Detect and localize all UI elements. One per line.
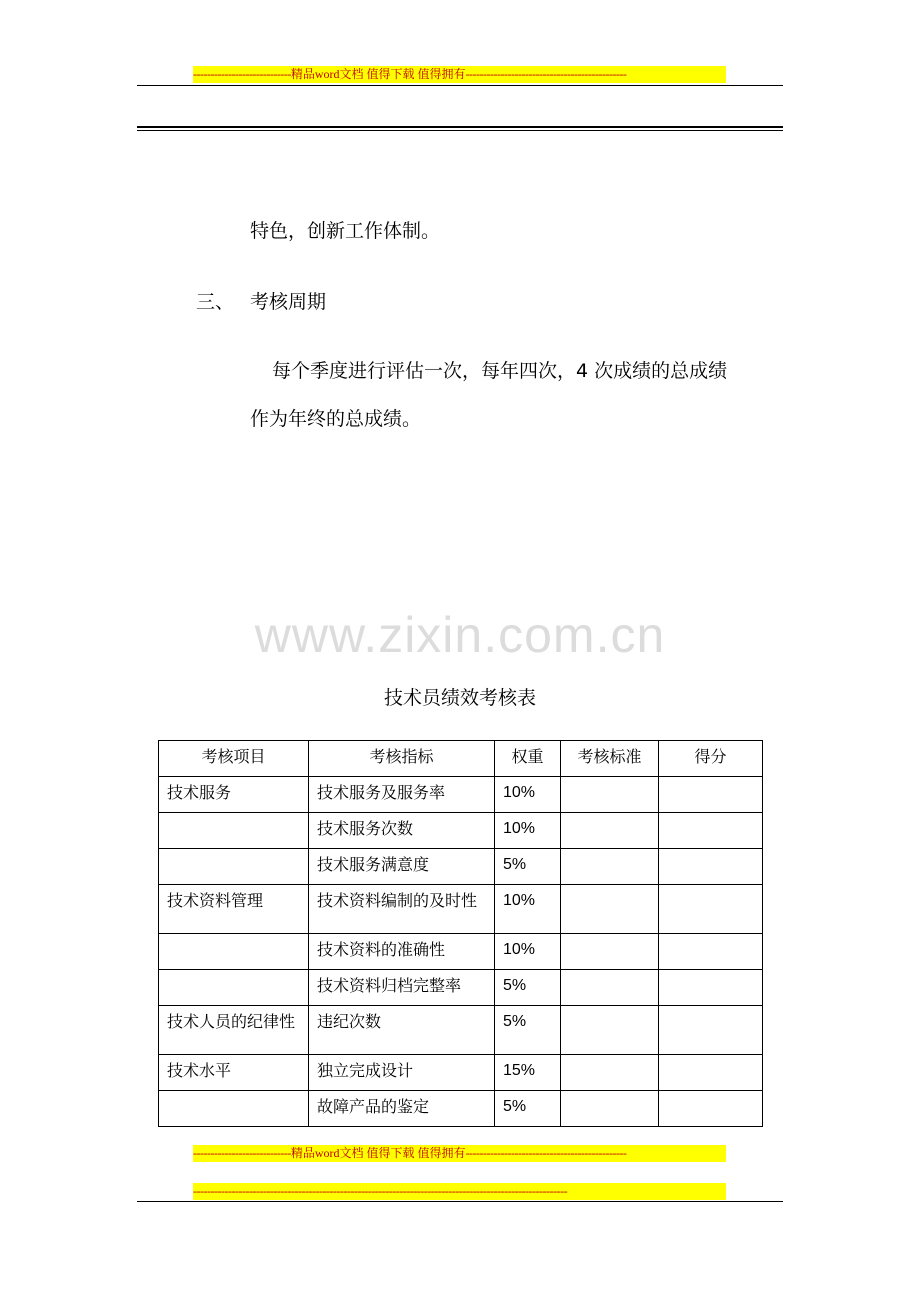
header-banner [193, 66, 726, 83]
cell-weight: 15% [495, 1055, 561, 1091]
cell-indicator: 技术服务次数 [309, 813, 495, 849]
header-double-rule-bottom [137, 130, 783, 131]
cell-indicator: 违纪次数 [309, 1006, 495, 1055]
cell-score [659, 849, 763, 885]
cell-item: 技术水平 [159, 1055, 309, 1091]
cell-score [659, 1006, 763, 1055]
footer-dashes-left: ---------------------------- [193, 1146, 291, 1160]
cell-standard [561, 1055, 659, 1091]
table-row [159, 1055, 763, 1091]
cell-indicator: 技术资料归档完整率 [309, 970, 495, 1006]
table-row [159, 1091, 763, 1127]
table-row [159, 885, 763, 934]
cell-indicator: 技术资料编制的及时性 [309, 885, 495, 934]
cell-weight: 10% [495, 934, 561, 970]
header-rule [137, 85, 783, 86]
footer-dash-banner [193, 1183, 726, 1200]
cell-indicator: 技术资料的准确性 [309, 934, 495, 970]
cell-item [159, 813, 309, 849]
cell-item [159, 934, 309, 970]
cell-indicator: 故障产品的鉴定 [309, 1091, 495, 1127]
cell-standard [561, 970, 659, 1006]
cell-item: 技术服务 [159, 777, 309, 813]
footer-banner [193, 1145, 726, 1162]
cell-standard [561, 849, 659, 885]
header-weight: 权重 [495, 741, 561, 777]
paragraph-line-1: 每个季度进行评估一次，每年四次，4 次成绩的总成绩 [272, 360, 728, 382]
table-row [159, 970, 763, 1006]
header-standard: 考核标准 [561, 741, 659, 777]
footer-rule [137, 1201, 783, 1202]
cell-score [659, 934, 763, 970]
cell-item [159, 849, 309, 885]
paragraph-line-2: 作为年终的总成绩。 [250, 408, 422, 430]
cell-weight: 10% [495, 813, 561, 849]
cell-indicator: 技术服务及服务率 [309, 777, 495, 813]
table-title: 技术员绩效考核表 [383, 687, 536, 709]
cell-score [659, 1055, 763, 1091]
banner-dashes-left: ---------------------------- [193, 67, 291, 81]
cell-item [159, 1091, 309, 1127]
cell-standard [561, 1006, 659, 1055]
table-header-row [159, 741, 763, 777]
section-title: 考核周期 [250, 291, 327, 313]
watermark: www.zixin.com.cn [254, 607, 666, 663]
cell-weight: 5% [495, 1091, 561, 1127]
section-number: 三、 [196, 291, 235, 313]
cell-standard [561, 777, 659, 813]
cell-indicator: 技术服务满意度 [309, 849, 495, 885]
table-row [159, 1006, 763, 1055]
cell-weight: 10% [495, 885, 561, 934]
banner-text: 精品word文档 值得下载 值得拥有 [290, 67, 466, 81]
header-item: 考核项目 [159, 741, 309, 777]
cell-score [659, 885, 763, 934]
cell-weight: 10% [495, 777, 561, 813]
header-indicator: 考核指标 [309, 741, 495, 777]
cell-score [659, 970, 763, 1006]
table-row [159, 813, 763, 849]
header-score: 得分 [659, 741, 763, 777]
cell-standard [561, 934, 659, 970]
cell-standard [561, 1091, 659, 1127]
footer-dashes-right: ---------------------------------------------- [465, 1146, 627, 1160]
cell-item: 技术人员的纪律性 [159, 1006, 309, 1055]
cell-standard [561, 813, 659, 849]
table-row [159, 934, 763, 970]
cell-indicator: 独立完成设计 [309, 1055, 495, 1091]
banner-dashes-right: ---------------------------------------------- [465, 67, 627, 81]
text-line-1: 特色，创新工作体制。 [250, 220, 441, 242]
table-row [159, 849, 763, 885]
cell-score [659, 813, 763, 849]
cell-score [659, 1091, 763, 1127]
table-row [159, 777, 763, 813]
assessment-table [158, 740, 763, 1127]
cell-score [659, 777, 763, 813]
footer-banner-text: 精品word文档 值得下载 值得拥有 [290, 1146, 466, 1160]
cell-weight: 5% [495, 849, 561, 885]
cell-weight: 5% [495, 970, 561, 1006]
cell-item: 技术资料管理 [159, 885, 309, 934]
cell-weight: 5% [495, 1006, 561, 1055]
cell-item [159, 970, 309, 1006]
header-double-rule-top [137, 126, 783, 128]
footer-full-dashes: ----------------------------------------------------------------------------------------------------------- [193, 1184, 568, 1198]
cell-standard [561, 885, 659, 934]
